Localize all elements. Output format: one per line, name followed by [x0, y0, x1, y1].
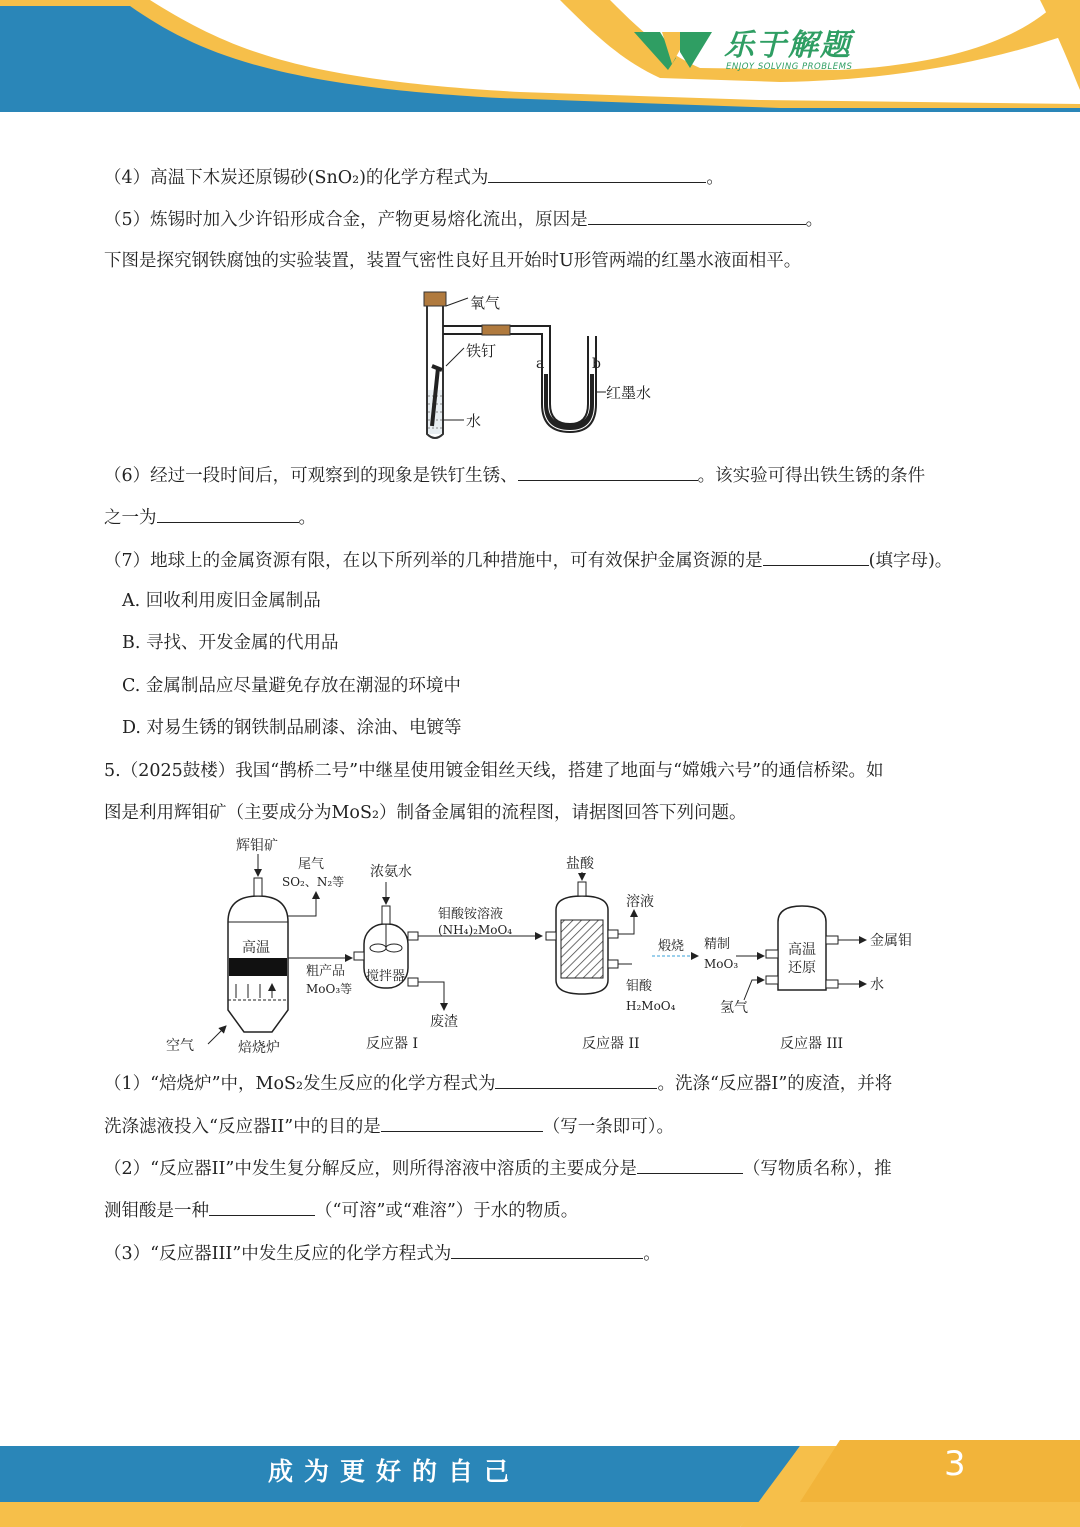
answer-blank[interactable]	[518, 462, 698, 481]
label-reactor-3: 反应器 III	[780, 1036, 844, 1052]
answer-blank[interactable]	[157, 504, 299, 523]
problem-5-line1: 5.（2025鼓楼）我国“鹊桥二号”中继星使用镀金钼丝天线，搭建了地面与“嫦娥六号”的通信桥梁。如	[104, 761, 884, 781]
label-hcl: 盐酸	[566, 856, 594, 872]
brand-name: 乐于解题	[724, 28, 852, 63]
question-6-line2: 之一为 。	[104, 504, 316, 530]
label-ore: 辉钼矿	[236, 838, 278, 854]
label-refined-formula: MoO₃	[704, 957, 739, 971]
label-molybdic-acid: 钼酸	[626, 979, 653, 994]
answer-blank[interactable]	[588, 206, 806, 225]
label-oxygen: 氧气	[470, 294, 501, 312]
problem-5-q3: （3）“反应器III”中发生反应的化学方程式为 。	[104, 1240, 661, 1266]
label-water: 水	[466, 412, 482, 430]
label-tail-gas-formula: SO₂、N₂等	[282, 875, 345, 889]
problem-5-q2: （2）“反应器II”中发生复分解反应，则所得溶液中溶质的主要成分是 （写物质名称），推	[104, 1155, 892, 1181]
answer-blank[interactable]	[488, 164, 706, 183]
label-reactor-1: 反应器 I	[366, 1036, 418, 1052]
brand-tagline: ENJOY SOLVING PROBLEMS	[726, 62, 853, 72]
question-7: （7）地球上的金属资源有限，在以下所列举的几种措施中，可有效保护金属资源的是 (填字母)。	[104, 547, 952, 573]
label-molybdic-formula: H₂MoO₄	[626, 999, 676, 1013]
molybdenum-flowchart	[160, 832, 930, 1060]
page-header-banner	[0, 0, 1080, 112]
label-reactor-2: 反应器 II	[582, 1036, 640, 1052]
red-ink	[544, 374, 594, 430]
corrosion-apparatus-figure	[410, 288, 680, 448]
label-refined: 精制	[704, 937, 731, 952]
question-5: （5）炼锡时加入少许铅形成合金，产物更易熔化流出，原因是 。	[104, 206, 823, 232]
answer-blank[interactable]	[637, 1155, 743, 1174]
experiment-intro: 下图是探究钢铁腐蚀的实验装置，装置气密性良好且开始时U形管两端的红墨水液面相平。	[104, 251, 802, 271]
reactor-2	[546, 882, 618, 994]
problem-5-line2: 图是利用辉钼矿（主要成分为MoS₂）制备金属钼的流程图，请据图回答下列问题。	[104, 803, 747, 823]
page-number: 3	[944, 1444, 966, 1484]
answer-blank[interactable]	[209, 1197, 315, 1216]
problem-5-q1: （1）“焙烧炉”中，MoS₂发生反应的化学方程式为 。洗涤“反应器I”的废渣，并将	[104, 1070, 892, 1096]
label-calcine: 煅烧	[658, 939, 685, 954]
label-water-out: 水	[870, 977, 884, 993]
label-crude-formula: MoO₃等	[306, 982, 353, 996]
option-c: C. 金属制品应尽量避免存放在潮湿的环境中	[122, 676, 461, 696]
label-reduce-1: 高温	[788, 942, 816, 958]
option-a: A. 回收利用废旧金属制品	[122, 591, 321, 611]
label-solution: 钼酸铵溶液	[438, 907, 504, 922]
option-b: B. 寻找、开发金属的代用品	[122, 633, 339, 653]
problem-5-q1-line2: 洗涤滤液投入“反应器II”中的目的是 （写一条即可）。	[104, 1113, 674, 1139]
label-air: 空气	[166, 1038, 194, 1054]
label-red-ink: 红墨水	[606, 384, 652, 402]
label-end-a: a	[536, 356, 545, 372]
label-reduce-2: 还原	[788, 960, 816, 976]
answer-blank[interactable]	[381, 1113, 543, 1132]
label-metal: 金属钼	[870, 933, 912, 949]
label-nail: 铁钉	[466, 342, 497, 360]
answer-blank[interactable]	[495, 1070, 657, 1089]
answer-blank[interactable]	[763, 547, 869, 566]
rubber-tube	[482, 325, 510, 335]
label-crude-product: 粗产品	[306, 964, 346, 979]
rubber-stopper	[424, 292, 446, 306]
label-high-temp: 高温	[242, 940, 270, 956]
page-footer-banner	[0, 1440, 1080, 1527]
label-furnace: 焙烧炉	[238, 1040, 280, 1056]
label-hydrogen: 氢气	[720, 1000, 748, 1016]
problem-5-q2-line2: 测钼酸是一种 （“可溶”或“难溶”）于水的物质。	[104, 1197, 578, 1223]
label-solution-formula: (NH₄)₂MoO₄	[438, 923, 513, 937]
label-filtrate: 溶液	[626, 894, 654, 910]
question-4: （4）高温下木炭还原锡砂(SnO₂)的化学方程式为 。	[104, 164, 724, 190]
answer-blank[interactable]	[451, 1240, 643, 1259]
label-stirrer: 搅拌器	[366, 969, 406, 984]
question-6: （6）经过一段时间后，可观察到的现象是铁钉生锈、 。该实验可得出铁生锈的条件	[104, 462, 925, 488]
label-end-b: b	[592, 356, 601, 372]
label-waste: 废渣	[430, 1014, 458, 1030]
label-tail-gas: 尾气	[298, 857, 325, 872]
footer-slogan: 成为更好的自己	[268, 1457, 521, 1486]
label-ammonia: 浓氨水	[370, 864, 412, 880]
option-d: D. 对易生锈的钢铁制品刷漆、涂油、电镀等	[122, 718, 462, 738]
